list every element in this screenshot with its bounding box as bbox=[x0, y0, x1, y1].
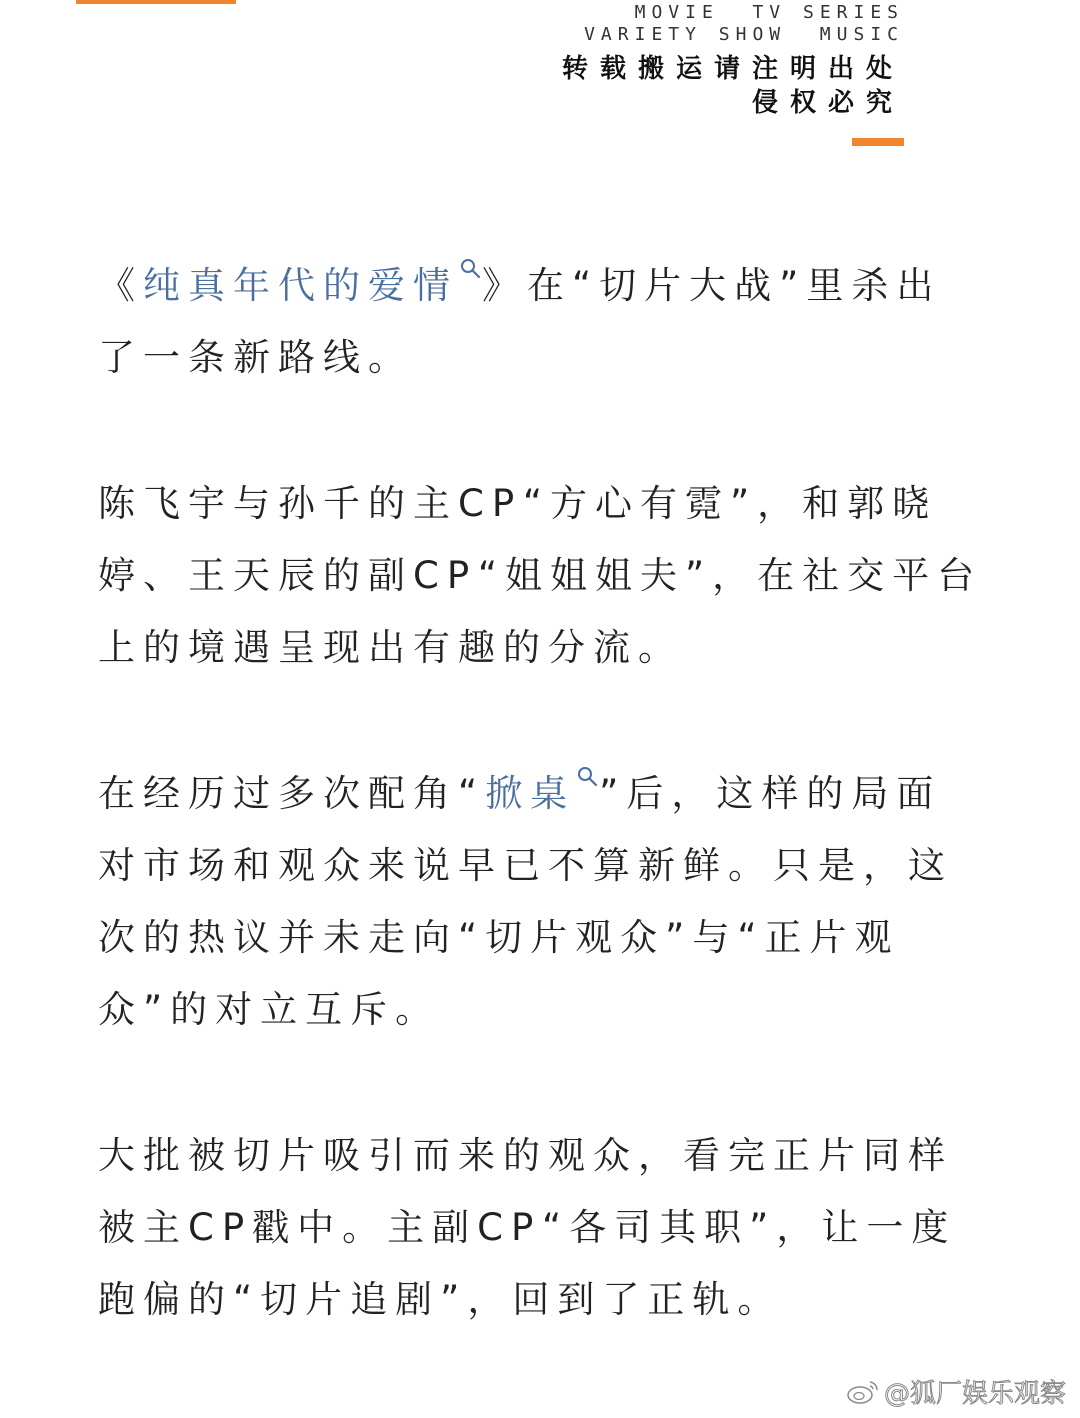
watermark bbox=[846, 1373, 1066, 1410]
weibo-icon bbox=[846, 1378, 880, 1406]
search-icon[interactable] bbox=[460, 258, 482, 280]
article-body bbox=[98, 250, 984, 1410]
search-icon[interactable] bbox=[577, 766, 599, 788]
paragraph-1-rest: 》在“切片大战”里杀出了一条新路线。 bbox=[98, 264, 942, 379]
paragraph-3-pre: 在经历过多次配角“ bbox=[98, 772, 486, 815]
paragraph-1-open: 《 bbox=[98, 264, 143, 307]
paragraph-2: 陈飞宇与孙千的主CP“方心有霓”，和郭晓婷、王天辰的副CP“姐姐姐夫”，在社交平台上的境遇呈现出有趣的分流。 bbox=[98, 482, 983, 669]
watermark-text: @狐厂娱乐观察 bbox=[883, 1379, 1066, 1409]
top-accent-bar bbox=[76, 0, 236, 4]
paragraph-4: 大批被切片吸引而来的观众，看完正片同样被主CP戳中。主副CP“各司其职”，让一度跑偏的“切片追剧”，回到了正轨。 bbox=[98, 1134, 957, 1321]
header-cn-line-1: 转载搬运请注明出处 bbox=[561, 54, 904, 84]
paragraph-3 bbox=[98, 758, 984, 1046]
header-accent-bar bbox=[852, 138, 904, 146]
header-en-line-1: MOVIE TV SERIES bbox=[634, 2, 904, 23]
paragraph-3-rest: ”后，这样的局面对市场和观众来说早已不算新鲜。只是，这次的热议并未走向“切片观众”与“正片观众”的对立互斥。 bbox=[98, 772, 953, 1031]
header-en-line-2: VARIETY SHOW MUSIC bbox=[584, 24, 904, 45]
keyword-link[interactable]: 掀桌 bbox=[485, 772, 576, 815]
drama-title-link[interactable]: 纯真年代的爱情 bbox=[143, 264, 458, 307]
header-block bbox=[562, 2, 904, 120]
paragraph-1 bbox=[98, 250, 984, 394]
header-cn-line-2: 侵权必究 bbox=[751, 88, 904, 118]
